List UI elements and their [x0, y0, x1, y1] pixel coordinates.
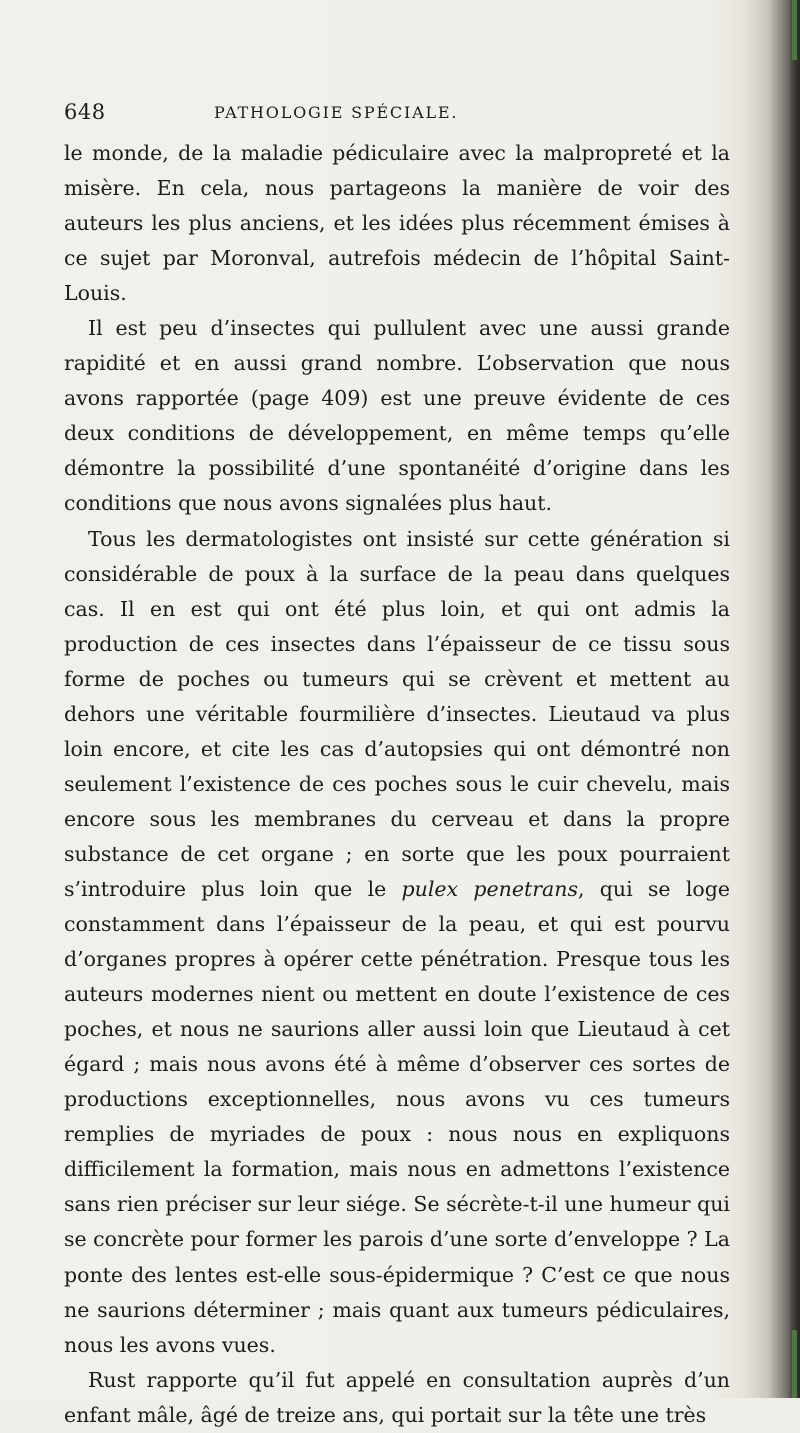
page-number: 648 — [64, 100, 106, 124]
paragraph-2: Il est peu d’insectes qui pullulent avec une aussi grande rapidité et en aussi grand nombre. L’observation que nous avons rapportée (page 409) est une preuve évidente de ces deux conditions de développement, en même temps qu’elle démontre la possibilité d’une spontanéité d’origine dans les conditions que nous avons signalées plus haut. — [64, 316, 730, 516]
paragraph-4: Rust rapporte qu’il fut appelé en consultation auprès d’un enfant mâle, âgé de treize ans, qui portait sur la tête une très — [64, 1367, 730, 1427]
paragraph-1: le monde, de la maladie pédiculaire avec la malpropreté et la misère. En cela, nous partageons la manière de voir des auteurs les plus anciens, et les idées plus récemment émises à ce sujet par Moronval, autrefois médecin de l’hôpital Saint-Louis. — [64, 141, 730, 306]
running-head: PATHOLOGIE SPÉCIALE. — [214, 103, 459, 122]
page-edge-mark — [792, 1330, 797, 1398]
page-header — [64, 100, 744, 134]
paragraph-3 — [64, 522, 730, 1363]
page-edge-mark — [792, 0, 797, 60]
page-edge-shadow — [788, 0, 800, 1398]
paragraph-3-part-1: Tous les dermatologistes ont insisté sur cette génération si considérable de poux à la surface de la peau dans quelques cas. Il en est qui ont été plus loin, et qui ont admis la production de ces insectes dans l’épaisseur de ce tissu sous forme de poches ou tumeurs qui se crèvent et mettent au dehors une véritable fourmilière d’insectes. Lieutaud va plus loin encore, et cite les cas d’autopsies qui ont démontré non seulement l’existence de ces poches sous le cuir chevelu, mais encore sous les membranes du cerveau et dans la propre substance de cet organe ; en sorte que les poux pourraient s’introduire plus loin que le — [64, 526, 730, 901]
body-text — [64, 136, 730, 1433]
paragraph-3-part-2: , qui se loge constamment dans l’épaisseur de la peau, et qui est pourvu d’organes propres à opérer cette pénétration. Presque tous les auteurs modernes nient ou mettent en doute l’existence de ces poches, et nous ne saurions aller aussi loin que Lieutaud à cet égard ; mais nous avons été à même d’observer ces sortes de productions exceptionnelles, nous avons vu ces tumeurs remplies de myriades de poux : nous nous en expliquons difficilement la formation, mais nous en admettons l’existence sans rien préciser sur leur siége. Se sécrète-t-il une humeur qui se concrète pour former les parois d’une sorte d’enveloppe ? La ponte des lentes est-elle sous-épidermique ? C’est ce que nous ne saurions déterminer ; mais quant aux tumeurs pédiculaires, nous les avons vues. — [64, 876, 730, 1357]
italic-term-pulex-penetrans: pulex penetrans — [401, 876, 578, 901]
